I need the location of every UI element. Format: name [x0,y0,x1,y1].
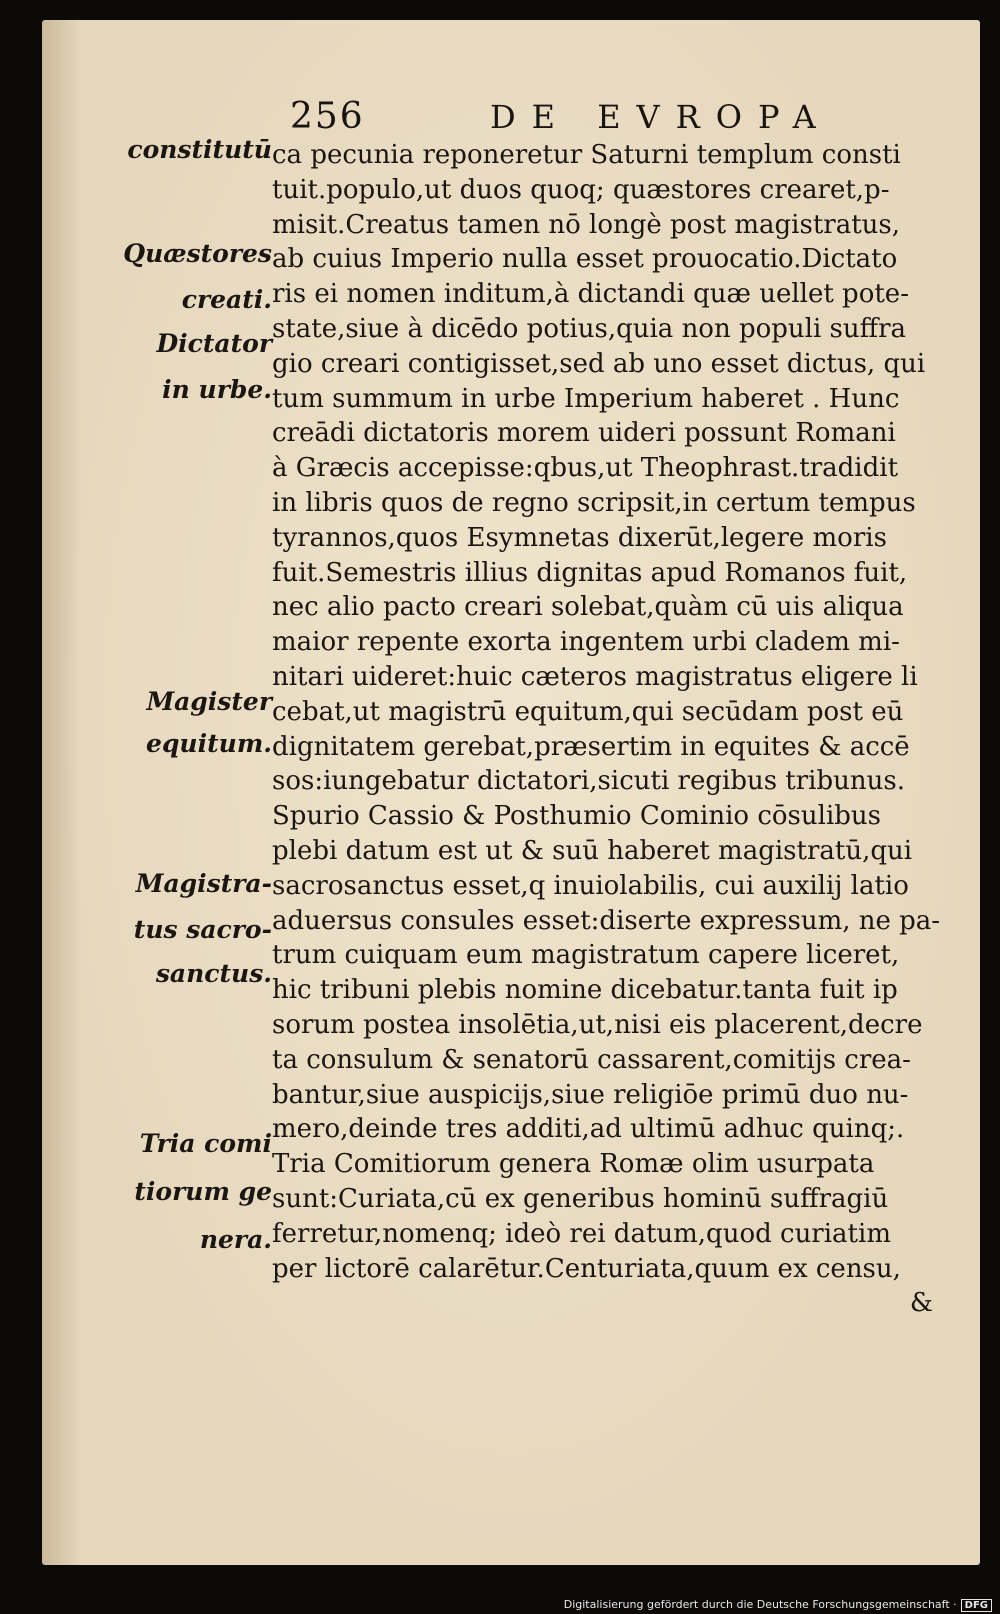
page-header [290,96,950,136]
text-line: sacrosanctus esset,q inuiolabilis, cui auxilij latio [272,870,909,901]
footer-text: Digitalisierung gefördert durch die Deutsche Forschungsgemeinschaft · [563,1598,957,1611]
text-line: per lictorē calarētur.Centuriata,quum ex censu, [272,1253,901,1284]
text-line: tuit.populo,ut duos quoq; quæstores crearet,p- [272,174,890,205]
text-line: Tria Comitiorum genera Romæ olim usurpata [272,1149,875,1180]
marginal-note: Quæstores [123,239,272,268]
text-line: bantur,siue auspicijs,siue religiōe primū duo nu- [272,1079,909,1110]
text-line: hic tribuni plebis nomine dicebatur.tanta fuit ip [272,975,898,1006]
text-line: mero,deinde tres additi,ad ultimū adhuc quinq;. [272,1114,905,1145]
catchword: & [909,1288,933,1319]
marginal-note: Magistra- [135,869,272,898]
text-line: tum summum in urbe Imperium haberet . Hunc [272,383,900,414]
text-line: aduersus consules esset:diserte expressum, ne pa- [272,905,941,936]
text-line: nec alio pacto creari solebat,quàm cū uis aliqua [272,592,904,623]
text-line: in libris quos de regno scripsit,in certum tempus [272,487,916,518]
dfg-logo: DFG [961,1599,992,1612]
marginal-note: Tria comi [139,1129,272,1158]
marginal-note: in urbe. [162,375,272,404]
text-line: fuit.Semestris illius dignitas apud Romanos fuit, [272,557,908,588]
marginal-note: tiorum ge [134,1177,272,1206]
text-line: plebi datum est ut & suū haberet magistratū,qui [272,835,913,866]
marginal-note: Dictator [156,329,272,358]
text-line: misit.Creatus tamen nō longè post magistratus, [272,209,901,240]
text-line: trum cuiquam eum magistratum capere liceret, [272,940,900,971]
text-line: ris ei nomen inditum,à dictandi quæ uellet pote- [272,279,909,310]
text-line: dignitatem gerebat,præsertim in equites & accē [272,731,910,762]
digitization-credit [564,1598,992,1612]
text-line: à Græcis accepisse:qbus,ut Theophrast.tradidit [272,453,899,484]
text-line: sos:iungebatur dictatori,sicuti regibus tribunus. [272,766,905,797]
body-text [272,138,967,1321]
text-line: tyrannos,quos Esymnetas dixerūt,legere moris [272,522,887,553]
text-line: gio creari contigisset,sed ab uno esset dictus, qui [272,348,926,379]
text-line: ab cuius Imperio nulla esset prouocatio.Dictato [272,244,898,275]
marginal-note: sanctus. [155,959,272,988]
text-line: creādi dictatoris morem uideri possunt Romani [272,418,896,449]
text-line: Spurio Cassio & Posthumio Cominio cōsulibus [272,801,882,832]
marginal-note: tus sacro- [133,915,272,944]
text-line: cebat,ut magistrū equitum,qui secūdam post eū [272,696,904,727]
running-title: DE EVROPA [490,98,832,136]
marginal-note: Magister [146,687,272,716]
text-line: sunt:Curiata,cū ex generibus hominū suffragiū [272,1183,889,1214]
text-line: maior repente exorta ingentem urbi cladem mi- [272,627,900,658]
text-line: ta consulum & senatorū cassarent,comitijs crea- [272,1044,911,1075]
marginal-note: nera. [199,1225,272,1254]
marginal-note: equitum. [146,729,272,758]
text-line: state,siue à dicēdo potius,quia non populi suffra [272,313,907,344]
marginal-note: creati. [181,285,272,314]
text-line: nitari uideret:huic cæteros magistratus eligere li [272,661,918,692]
page-number: 256 [290,96,365,137]
marginal-note: constitutū [127,135,272,164]
text-line: ferretur,nomenq; ideò rei datum,quod curiatim [272,1218,891,1249]
text-line: sorum postea insolētia,ut,nisi eis placerent,decre [272,1009,923,1040]
text-line: ca pecunia reponeretur Saturni templum consti [272,140,901,170]
